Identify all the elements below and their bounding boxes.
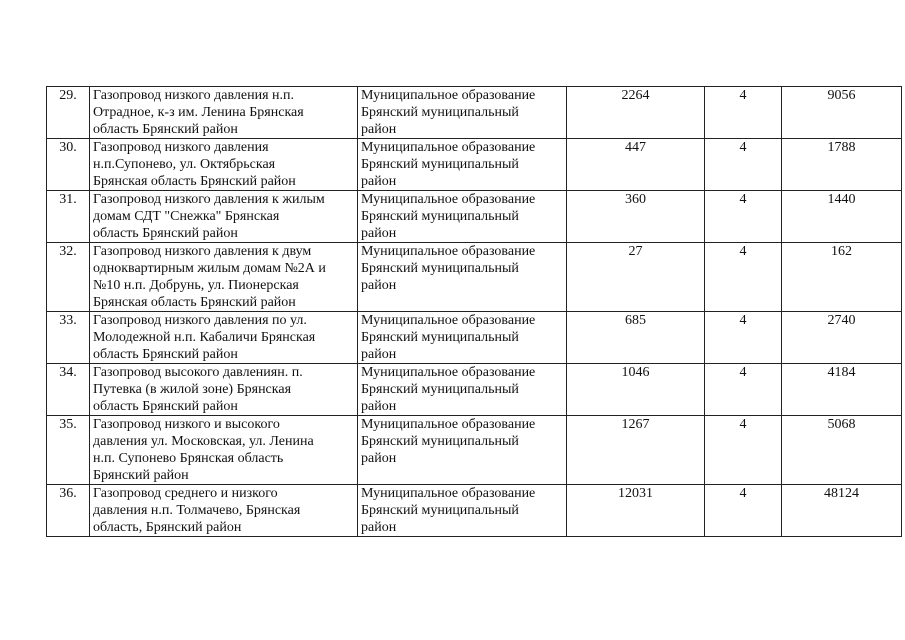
total-value: 5068 [827,417,856,432]
coefficient-value: 4 [739,140,747,155]
length-cell [567,416,705,485]
table-row [47,312,902,364]
total-cell [782,87,902,139]
table-row [47,87,902,139]
owner-cell [358,312,567,364]
coefficient-cell [705,87,782,139]
table-row [47,416,902,485]
length-cell [567,312,705,364]
row-number: 32. [59,244,77,259]
owner-cell [358,416,567,485]
length-cell [567,87,705,139]
total-value: 48124 [824,486,859,501]
row-number: 34. [59,365,77,380]
total-cell [782,312,902,364]
coefficient-cell [705,139,782,191]
row-number-cell [47,364,90,416]
coefficient-cell [705,243,782,312]
coefficient-cell [705,416,782,485]
row-number-cell [47,87,90,139]
coefficient-value: 4 [739,244,747,259]
length-cell [567,139,705,191]
table-row [47,139,902,191]
object-name: Газопровод низкого давления по ул. Молодежной н.п. Кабаличи Брянская область Брянский район [93,313,316,362]
row-number-cell [47,139,90,191]
row-number-cell [47,416,90,485]
owner-cell [358,485,567,537]
owner-cell [358,364,567,416]
object-name: Газопровод среднего и низкого давления н.п. Толмачево, Брянская область, Брянский район [93,486,301,535]
coefficient-value: 4 [739,365,747,380]
total-value: 4184 [827,365,856,380]
row-number: 36. [59,486,77,501]
row-number: 29. [59,88,77,103]
length-cell [567,243,705,312]
row-number-cell [47,191,90,243]
length-value: 12031 [618,486,653,501]
length-cell [567,191,705,243]
object-name-cell [90,191,358,243]
length-cell [567,364,705,416]
owner: Муниципальное образование Брянский муниципальный район [361,313,536,362]
length-value: 27 [628,244,643,259]
owner-cell [358,243,567,312]
object-name: Газопровод низкого давления н.п.Супонево, ул. Октябрьская Брянская область Брянский район [93,140,296,189]
length-value: 685 [625,313,646,328]
table-row [47,485,902,537]
coefficient-cell [705,485,782,537]
owner: Муниципальное образование Брянский муниципальный район [361,244,536,293]
length-value: 447 [625,140,646,155]
object-name-cell [90,416,358,485]
owner: Муниципальное образование Брянский муниципальный район [361,88,536,137]
total-value: 9056 [827,88,856,103]
owner-cell [358,191,567,243]
owner: Муниципальное образование Брянский муниципальный район [361,192,536,241]
object-name-cell [90,139,358,191]
coefficient-value: 4 [739,417,747,432]
owner: Муниципальное образование Брянский муниципальный район [361,417,536,466]
length-value: 1046 [621,365,650,380]
total-value: 162 [831,244,852,259]
length-value: 2264 [621,88,650,103]
length-value: 1267 [621,417,650,432]
owner: Муниципальное образование Брянский муниципальный район [361,486,536,535]
row-number-cell [47,243,90,312]
row-number: 30. [59,140,77,155]
row-number: 31. [59,192,77,207]
object-name: Газопровод низкого давления н.п. Отрадное, к-з им. Ленина Брянская область Брянский район [93,88,304,137]
coefficient-cell [705,364,782,416]
length-cell [567,485,705,537]
total-value: 1440 [827,192,856,207]
row-number-cell [47,312,90,364]
total-cell [782,191,902,243]
coefficient-value: 4 [739,88,747,103]
coefficient-cell [705,191,782,243]
total-cell [782,485,902,537]
object-name-cell [90,364,358,416]
object-name-cell [90,485,358,537]
total-cell [782,139,902,191]
table-row [47,364,902,416]
object-name: Газопровод высокого давлениян. п. Путевка (в жилой зоне) Брянская область Брянский район [93,365,303,414]
table-row [47,191,902,243]
object-name-cell [90,312,358,364]
length-value: 360 [625,192,646,207]
total-cell [782,416,902,485]
total-value: 1788 [827,140,856,155]
table-body [47,87,902,537]
owner-cell [358,87,567,139]
row-number-cell [47,485,90,537]
total-cell [782,243,902,312]
object-name: Газопровод низкого давления к жилым домам СДТ "Снежка" Брянская область Брянский район [93,192,325,241]
total-cell [782,364,902,416]
object-name: Газопровод низкого давления к двум одноквартирным жилым домам №2А и №10 н.п. Добрунь, ул. Пионерская Брянская область Брянский район [93,244,326,310]
row-number: 33. [59,313,77,328]
coefficient-value: 4 [739,313,747,328]
owner: Муниципальное образование Брянский муниципальный район [361,140,536,189]
coefficient-cell [705,312,782,364]
owner-cell [358,139,567,191]
object-name-cell [90,243,358,312]
row-number: 35. [59,417,77,432]
owner: Муниципальное образование Брянский муниципальный район [361,365,536,414]
total-value: 2740 [827,313,856,328]
coefficient-value: 4 [739,192,747,207]
gas-pipeline-table [46,86,902,537]
object-name: Газопровод низкого и высокого давления ул. Московская, ул. Ленина н.п. Супонево Брянская область Брянский район [93,417,314,483]
table-row [47,243,902,312]
object-name-cell [90,87,358,139]
coefficient-value: 4 [739,486,747,501]
